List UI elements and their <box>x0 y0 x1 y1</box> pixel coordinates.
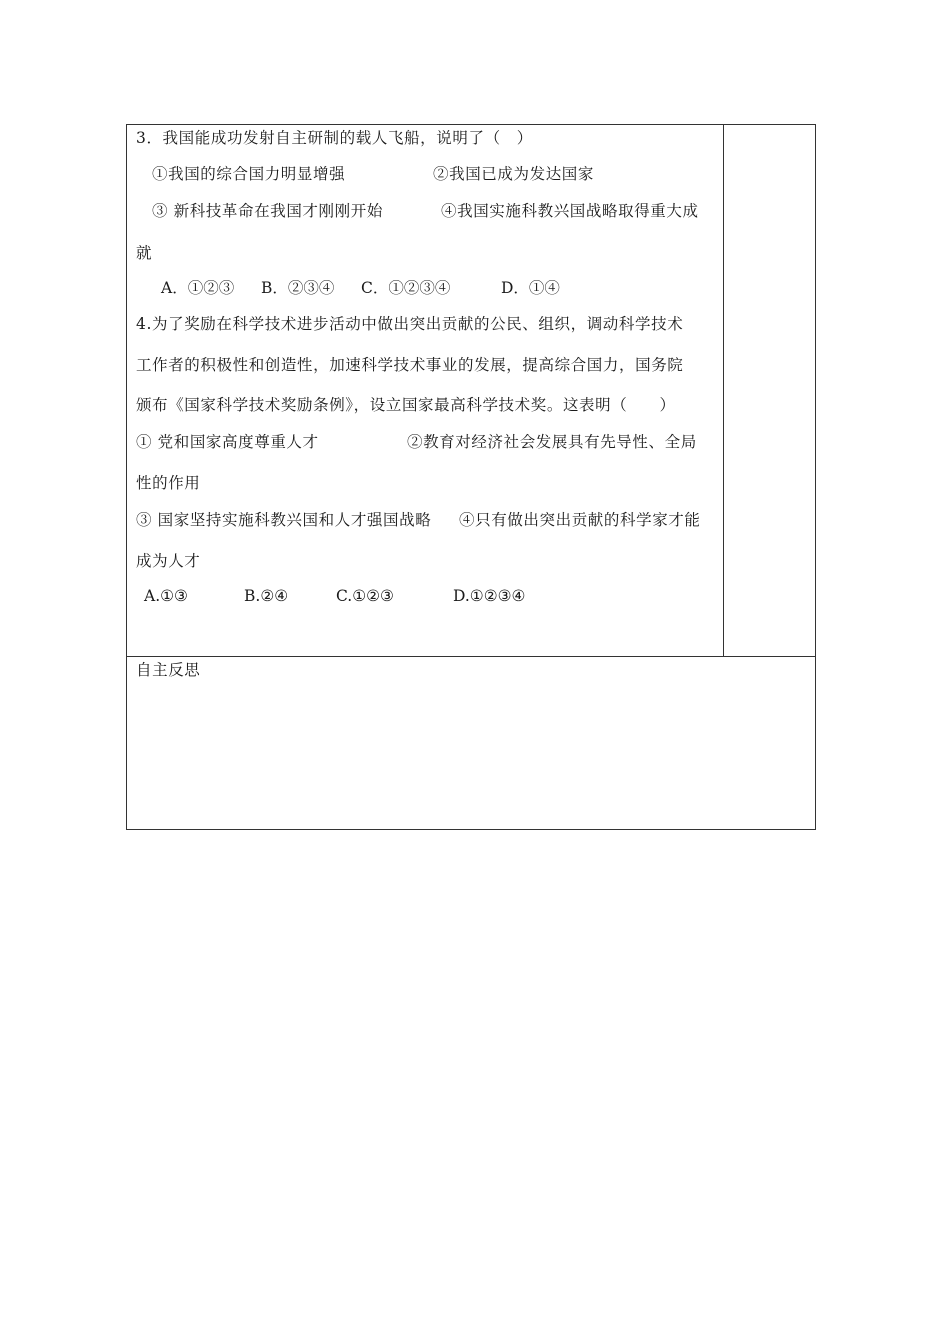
questions-cell <box>127 125 724 657</box>
q4-stem-line-2: 工作者的积极性和创造性，加速科学技术事业的发展，提高综合国力，国务院 <box>136 356 684 374</box>
q4-item-3: ③ 国家坚持实施科教兴国和人才强国战略 <box>136 511 432 529</box>
q3-option-c: C．①②③④ <box>361 279 451 297</box>
q3-item-1: ①我国的综合国力明显增强 <box>152 165 346 183</box>
worksheet-table <box>126 124 816 830</box>
q3-option-a: A．①②③ <box>161 279 235 297</box>
q4-item-4-cont: 成为人才 <box>136 552 201 570</box>
q4-stem-line-3: 颁布《国家科学技术奖励条例》，设立国家最高科学技术奖。这表明（ ） <box>136 396 676 414</box>
reflection-cell <box>127 657 815 829</box>
q4-item-2-cont: 性的作用 <box>136 474 201 492</box>
q3-item-3: ③ 新科技革命在我国才刚刚开始 <box>152 202 383 220</box>
q4-item-4: ④只有做出突出贡献的科学家才能 <box>459 511 701 529</box>
reflection-label: 自主反思 <box>136 661 201 679</box>
notes-cell <box>724 125 815 657</box>
q4-option-b: B.②④ <box>244 587 289 605</box>
q3-item-4-cont: 就 <box>136 244 153 262</box>
q4-option-c: C.①②③ <box>336 587 394 605</box>
q3-option-b: B．②③④ <box>261 279 335 297</box>
q3-item-4: ④我国实施科教兴国战略取得重大成 <box>441 202 699 220</box>
q3-item-2: ②我国已成为发达国家 <box>433 165 595 183</box>
q4-stem-line-1: 4.为了奖励在科学技术进步活动中做出突出贡献的公民、组织，调动科学技术 <box>136 315 684 333</box>
q4-item-1: ① 党和国家高度尊重人才 <box>136 433 319 451</box>
q4-item-2: ②教育对经济社会发展具有先导性、全局 <box>407 433 697 451</box>
q3-option-d: D．①④ <box>501 279 560 297</box>
q4-option-a: A.①③ <box>144 587 188 605</box>
q4-option-d: D.①②③④ <box>453 587 526 605</box>
q3-stem: 3．我国能成功发射自主研制的载人飞船，说明了（ ） <box>136 129 533 147</box>
